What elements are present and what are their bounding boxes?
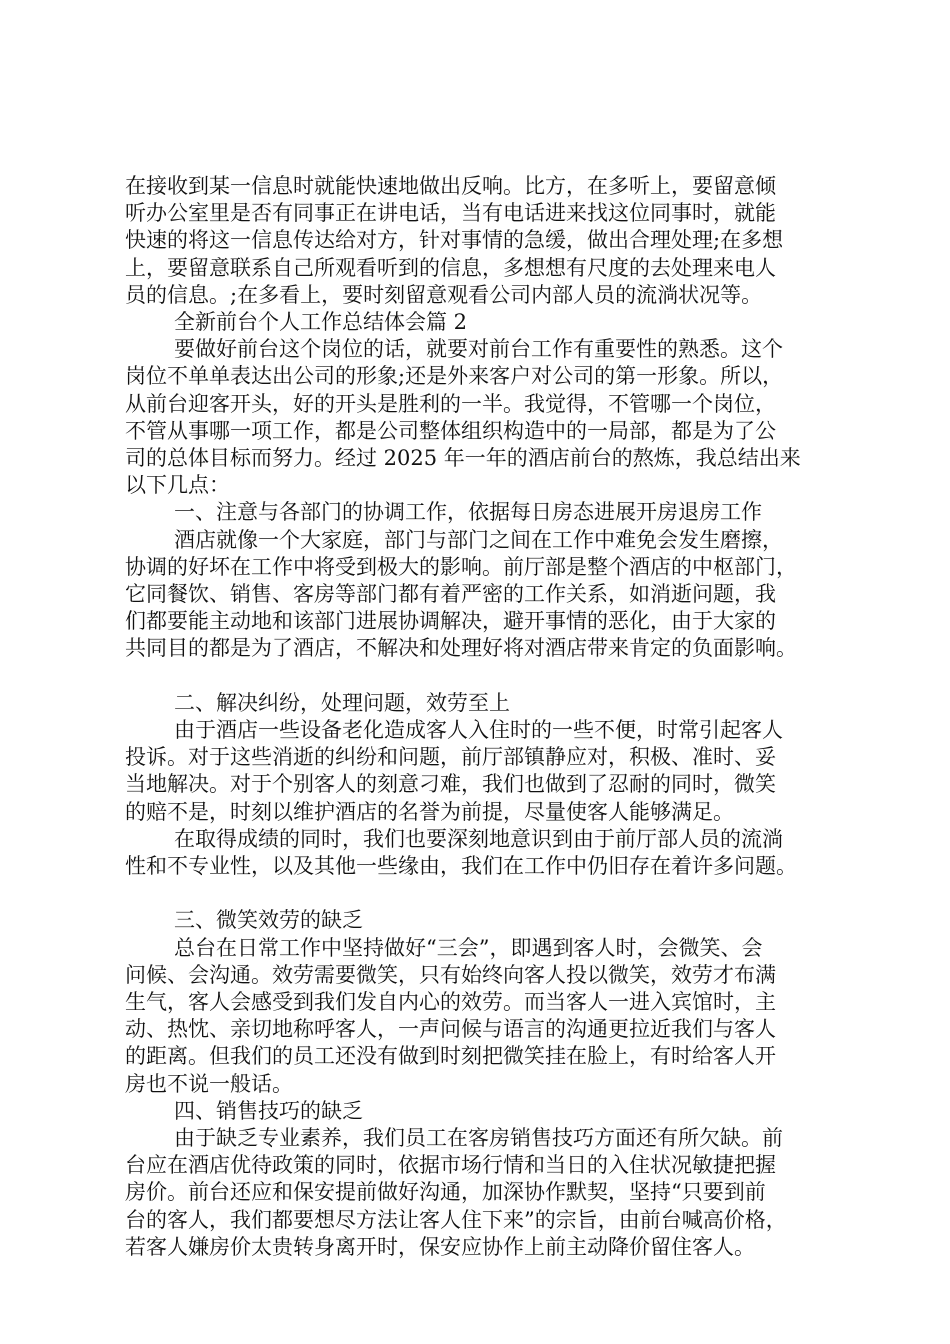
text-line: 投诉。对于这些消逝的纠纷和问题，前厅部镇静应对，积极、准时、妥 (125, 745, 776, 770)
text-line: 司的总体目标而努力。经过 2025 年一年的酒店前台的熬炼，我总结出来 (125, 446, 801, 471)
text-line: 不管从事哪一项工作，都是公司整体组织构造中的一局部，都是为了公 (125, 418, 776, 443)
text-line: 快速的将这一信息传达给对方，针对事情的急缓，做出合理处理;在多想 (125, 228, 784, 253)
text-line: 当地解决。对于个别客人的刻意刁难，我们也做到了忍耐的同时，微笑 (125, 772, 776, 797)
text-line: 问候、会沟通。效劳需要微笑，只有始终向客人投以微笑，效劳才布满 (125, 962, 776, 987)
text-line: 在接收到某一信息时就能快速地做出反响。比方，在多听上，要留意倾 (125, 174, 776, 198)
text-line: 共同目的都是为了酒店，不解决和处理好将对酒店带来肯定的负面影响。 (125, 636, 797, 661)
text-line: 它同餐饮、销售、客房等部门都有着严密的工作关系，如消逝问题，我 (125, 582, 776, 607)
document-body (125, 173, 850, 1261)
text-line: 总台在日常工作中坚持做好“三会”，即遇到客人时，会微笑、会 (174, 935, 763, 960)
text-line: 性和不专业性，以及其他一些缘由，我们在工作中仍旧存在着许多问题。 (125, 854, 797, 879)
text-line: 房价。前台还应和保安提前做好沟通，加深协作默契，坚持“只要到前 (125, 1180, 766, 1205)
text-line: 动、热忱、亲切地称呼客人，一声问候与语言的沟通更拉近我们与客人 (125, 1017, 776, 1042)
text-line: 台应在酒店优待政策的同时，依据市场行情和当日的入住状况敏捷把握 (125, 1153, 776, 1178)
text-line: 的赔不是，时刻以维护酒店的名誉为前提，尽量使客人能够满足。 (125, 799, 734, 824)
text-line: 若客人嫌房价太贵转身离开时，保安应协作上前主动降价留住客人。 (125, 1234, 755, 1259)
text-line: 们都要能主动地和该部门进展协调解决，避开事情的恶化，由于大家的 (125, 609, 776, 634)
text-line: 二、解决纠纷，处理问题，效劳至上 (174, 690, 510, 715)
text-line: 要做好前台这个岗位的话，就要对前台工作有重要性的熟悉。这个 (174, 337, 783, 362)
text-line: 酒店就像一个大家庭，部门与部门之间在工作中难免会发生磨擦， (174, 527, 783, 552)
text-line: 的距离。但我们的员工还没有做到时刻把微笑挂在脸上，有时给客人开 (125, 1044, 776, 1069)
text-line: 员的信息。;在多看上，要时刻留意观看公司内部人员的流淌状况等。 (125, 282, 763, 307)
text-line: 在取得成绩的同时，我们也要深刻地意识到由于前厅部人员的流淌 (174, 826, 783, 851)
text-line: 听办公室里是否有同事正在讲电话，当有电话进来找这位同事时，就能 (125, 201, 776, 226)
blank-line (125, 880, 850, 907)
text-line: 以下几点： (125, 473, 230, 498)
text-line: 生气，客人会感受到我们发自内心的效劳。而当客人一进入宾馆时，主 (125, 990, 776, 1015)
blank-line (125, 663, 850, 690)
text-line: 由于酒店一些设备老化造成客人入住时的一些不便，时常引起客人 (174, 718, 783, 743)
text-line: 台的客人，我们都要想尽方法让客人住下来”的宗旨，由前台喊高价格， (125, 1207, 787, 1232)
text-line: 由于缺乏专业素养，我们员工在客房销售技巧方面还有所欠缺。前 (174, 1126, 783, 1151)
text-line: 全新前台个人工作总结体会篇 2 (174, 310, 468, 335)
text-line: 三、微笑效劳的缺乏 (174, 908, 363, 933)
text-line: 岗位不单单表达出公司的形象;还是外来客户对公司的第一形象。所以， (125, 364, 784, 389)
text-line: 协调的好坏在工作中将受到极大的影响。前厅部是整个酒店的中枢部门， (125, 554, 797, 579)
text-line: 一、注意与各部门的协调工作，依据每日房态进展开房退房工作 (174, 500, 762, 525)
text-line: 从前台迎客开头，好的开头是胜利的一半。我觉得，不管哪一个岗位， (125, 391, 776, 416)
text-line: 四、销售技巧的缺乏 (174, 1098, 363, 1123)
text-line: 房也不说一般话。 (125, 1071, 293, 1096)
text-line: 上，要留意联系自己所观看听到的信息，多想想有尺度的去处理来电人 (125, 255, 776, 280)
